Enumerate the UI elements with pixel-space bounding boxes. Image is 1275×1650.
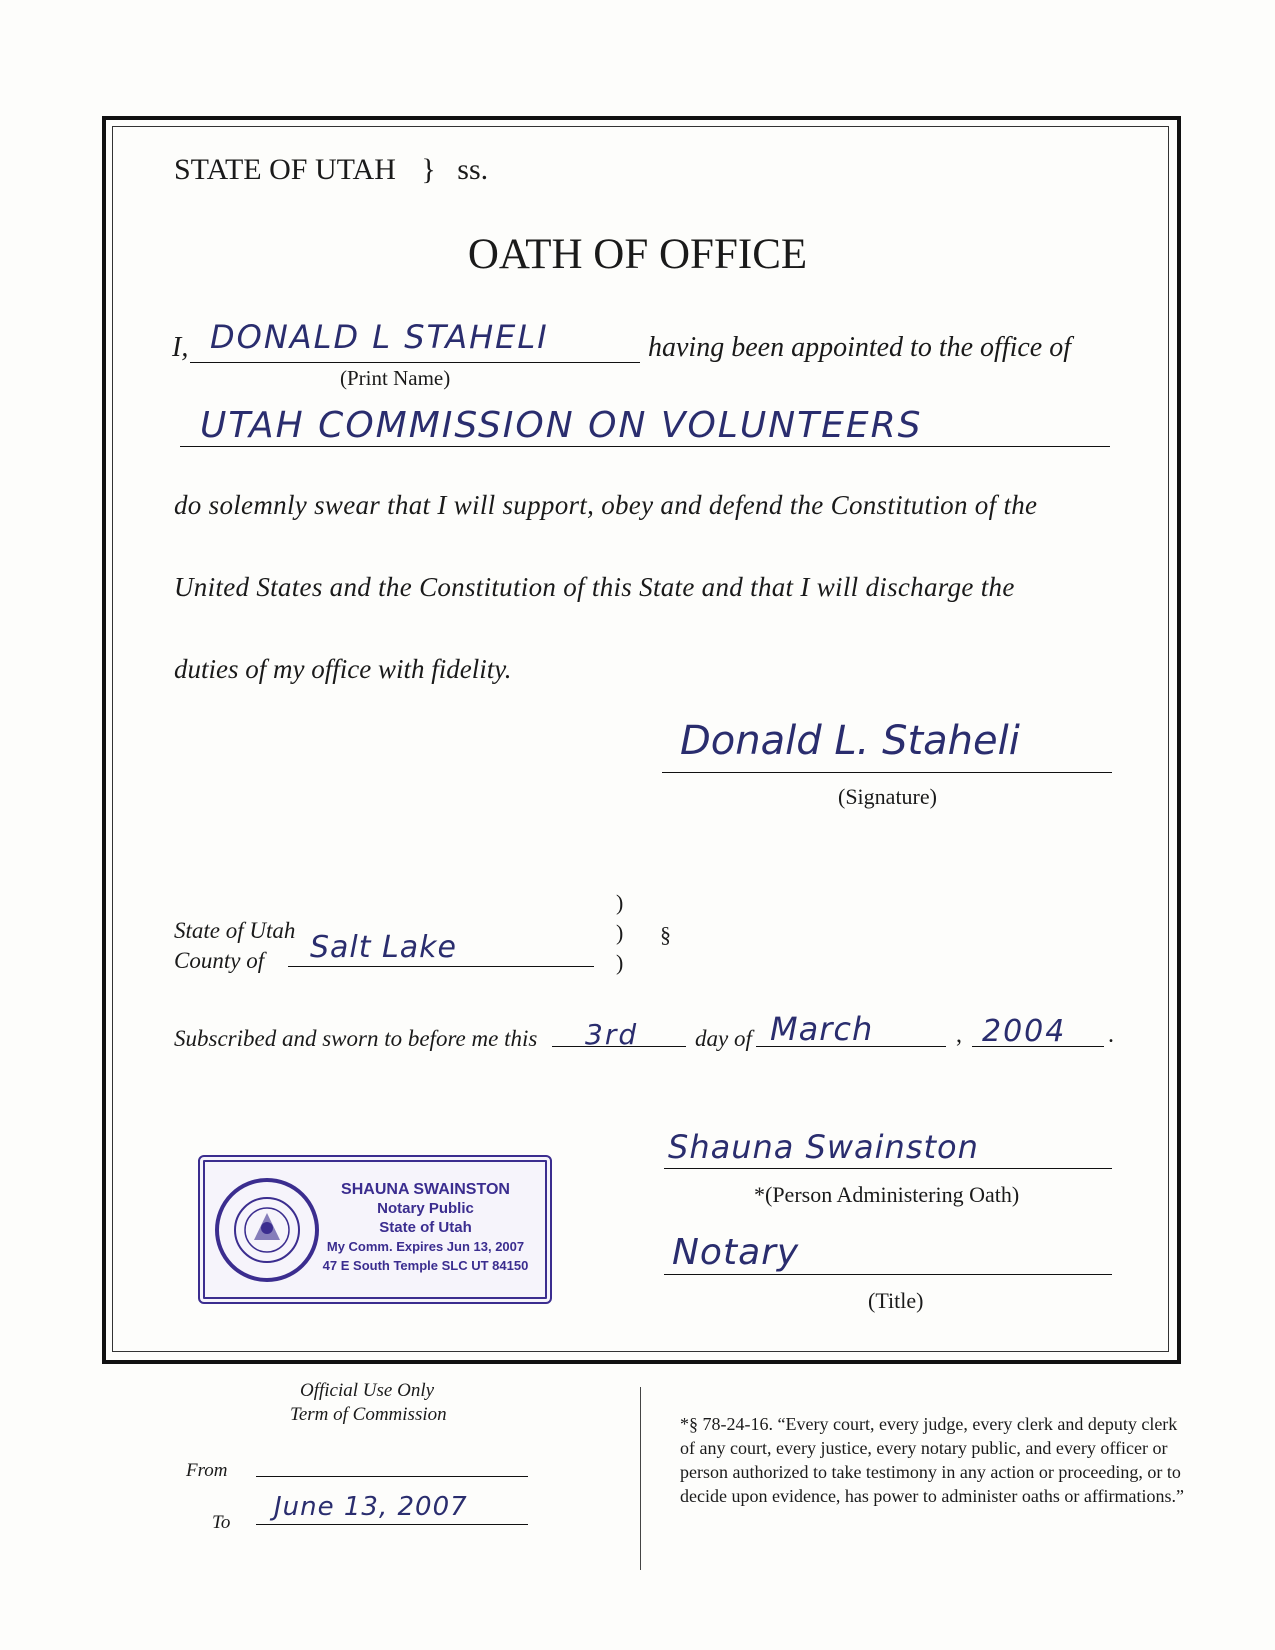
oath-body-line-2: United States and the Constitution of this State and that I will discharge the (174, 572, 1015, 602)
ss-label: ss. (457, 153, 489, 186)
venue-state-label: State of Utah (174, 918, 296, 943)
month-handwritten: March (770, 1010, 874, 1048)
day-of-label: day of (695, 1026, 752, 1051)
signature-line (662, 772, 1112, 773)
section-symbol: § (660, 922, 671, 947)
signature-label: (Signature) (838, 784, 937, 809)
venue-paren-3: ) (616, 950, 624, 975)
state-of-utah-caps: STATE OF UTAH (174, 153, 396, 186)
from-line (256, 1476, 528, 1477)
name-handwritten: DONALD L STAHELI (210, 318, 549, 356)
oath-prefix: I, (172, 332, 189, 363)
term-of-commission-heading: Term of Commission (290, 1404, 447, 1425)
date-period: . (1108, 1022, 1114, 1048)
oath-body-line-1: do solemnly swear that I will support, obey and defend the Constitution of the (174, 490, 1038, 520)
seal-emblem-icon (232, 1195, 302, 1265)
county-handwritten: Salt Lake (310, 930, 457, 965)
print-name-line (190, 362, 640, 363)
stamp-address: 47 E South Temple SLC UT 84150 (322, 1258, 529, 1273)
year-handwritten: 2004 (982, 1014, 1067, 1049)
day-handwritten: 3rd (585, 1018, 639, 1051)
state-heading (174, 153, 488, 187)
stamp-text-block (313, 1180, 538, 1275)
to-handwritten: June 13, 2007 (274, 1492, 468, 1522)
person-administering-label: *(Person Administering Oath) (754, 1182, 1020, 1207)
title-label: (Title) (868, 1288, 924, 1313)
from-label: From (186, 1460, 228, 1481)
venue-county-label: County of (174, 948, 265, 973)
to-label: To (212, 1512, 231, 1533)
stamp-notary-name: SHAUNA SWAINSTON (341, 1181, 510, 1198)
notary-stamp (198, 1155, 552, 1304)
venue-paren-2: ) (616, 920, 624, 945)
notary-signature-handwritten: Shauna Swainston (668, 1128, 979, 1166)
stamp-state: State of Utah (379, 1219, 472, 1236)
stamp-expiration: My Comm. Expires Jun 13, 2007 (326, 1239, 525, 1254)
vertical-divider (640, 1387, 641, 1570)
brace: } (421, 153, 436, 186)
official-use-heading: Official Use Only (300, 1380, 435, 1401)
title-line (664, 1274, 1112, 1275)
signature-handwritten: Donald L. Staheli (680, 718, 1020, 764)
oath-body-line-3: duties of my office with fidelity. (174, 654, 512, 684)
print-name-label: (Print Name) (340, 366, 451, 390)
title-handwritten: Notary (672, 1232, 800, 1273)
sworn-prefix: Subscribed and sworn to before me this (174, 1026, 538, 1051)
office-handwritten: UTAH COMMISSION ON VOLUNTEERS (200, 405, 923, 446)
state-seal-icon (215, 1178, 319, 1282)
date-comma: , (956, 1022, 962, 1048)
venue-paren-1: ) (616, 890, 624, 915)
statute-text: *§ 78-24-16. “Every court, every judge, every clerk and deputy clerk of any court, every justice, every notary public, and every officer or person authorized to take testimony in any action or proceeding, or to decide upon evidence, has power to administer oaths or affirmations.” (680, 1414, 1185, 1506)
to-line (256, 1524, 528, 1525)
office-line (180, 446, 1110, 447)
page-title: OATH OF OFFICE (467, 231, 808, 278)
county-line (288, 966, 594, 967)
notary-signature-line (664, 1168, 1112, 1169)
appointed-text: having been appointed to the office of (648, 332, 1072, 363)
stamp-notary-public: Notary Public (377, 1200, 474, 1217)
